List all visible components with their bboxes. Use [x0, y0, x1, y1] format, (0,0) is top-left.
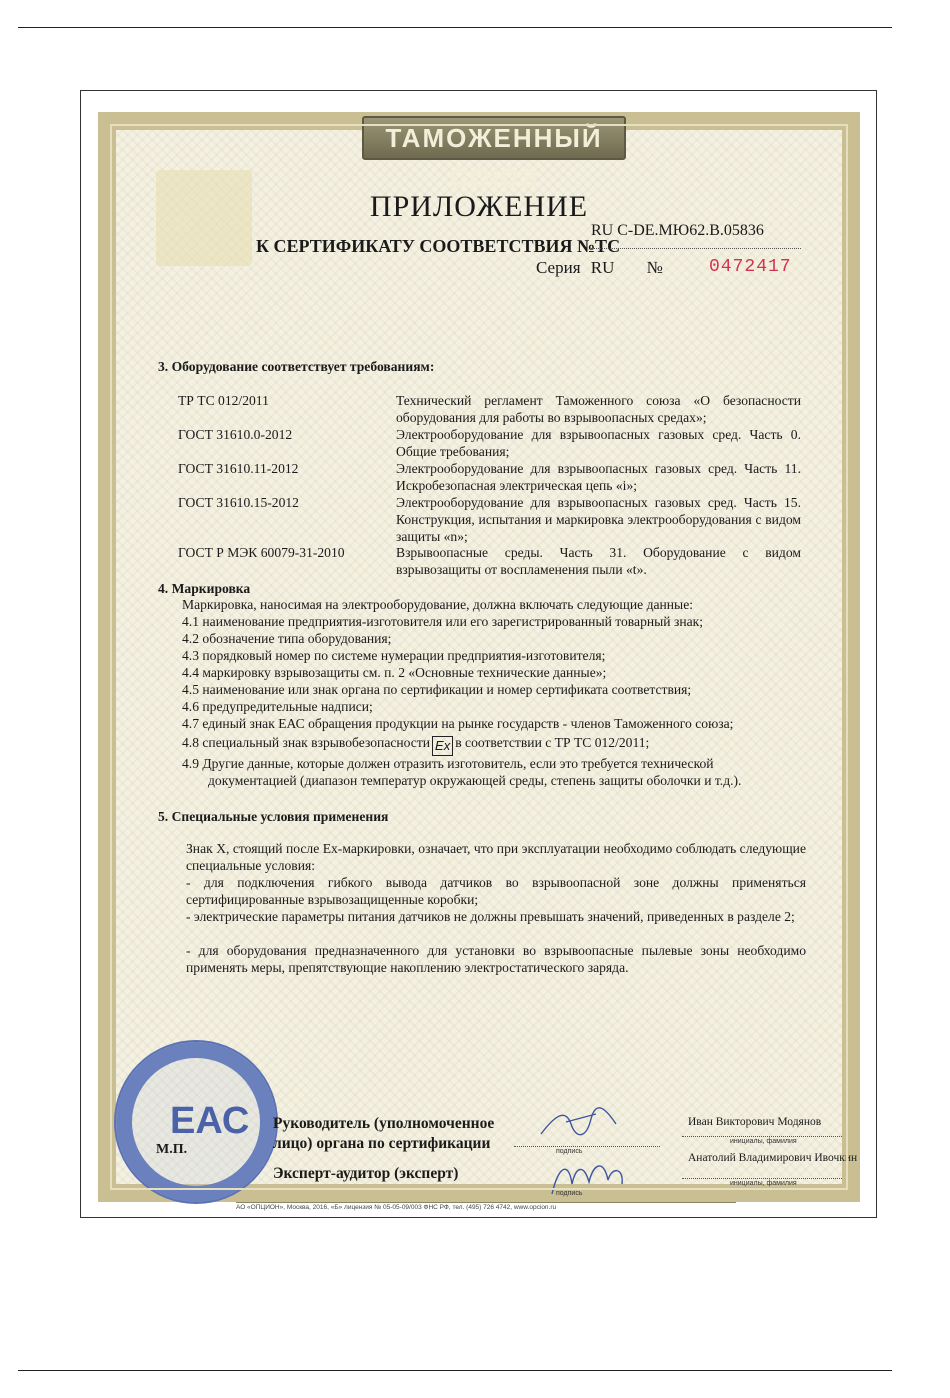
certificate-sheet [98, 112, 860, 1211]
head-signatory-line2: лицо) органа по сертификации [273, 1135, 491, 1152]
condition-paragraph: - для оборудования предназначенного для установки во взрывоопасные пылевые зоны необходимо применять меры, препятствующие накоплению электростатического заряда. [186, 943, 806, 975]
certificate-no-label: №ТС [576, 236, 621, 256]
condition-paragraph: - электрические параметры питания датчиков не должны превышать значений, приведенных в разделе 2; [186, 909, 795, 924]
series-line [536, 258, 663, 278]
expert-signatory-name: Анатолий Владимирович Ивочкин [688, 1152, 858, 1164]
standard-description: Электрооборудование для взрывоопасных газовых сред. Часть 0. Общие требования; [396, 427, 801, 459]
ex-sign-icon: Ex [432, 736, 453, 756]
form-serial-number: 0472417 [709, 257, 792, 277]
certificate-number-underline [591, 248, 801, 249]
condition-paragraph: - для подключения гибкого вывода датчиков во взрывоопасной зоне должны применяться сертифицированные взрывозащищенные коробки; [186, 875, 806, 907]
marking-item-text: 4.8 специальный знак взрывобезопасности [182, 735, 431, 750]
head-name-line [682, 1136, 842, 1137]
standard-code: ТР ТС 012/2011 [178, 393, 269, 408]
head-signatory-label [273, 1114, 494, 1154]
section3-heading: 3. Оборудование соответствует требованиям: [158, 359, 435, 374]
document-title: ПРИЛОЖЕНИЕ [369, 190, 589, 223]
eac-mark-icon: ЕАС [170, 1100, 250, 1142]
head-signature-icon [536, 1104, 626, 1144]
head-signatory-name: Иван Викторович Модянов [688, 1116, 822, 1128]
standard-description: Электрооборудование для взрывоопасных газовых сред. Часть 15. Конструкция, испытания и маркировка электрооборудования с видом защиты «n»; [396, 495, 801, 544]
marking-item: 4.5 наименование или знак органа по сертификации и номер сертификата соответствия; [182, 682, 692, 697]
signature-caption: подпись [556, 1190, 583, 1197]
condition-paragraph: Знак X, стоящий после Ex-маркировки, означает, что при эксплуатации необходимо соблюдать следующие специальные условия: [186, 841, 806, 873]
marking-item: 4.1 наименование предприятия-изготовителя или его зарегистрированный товарный знак; [182, 614, 704, 629]
standard-code: ГОСТ 31610.11-2012 [178, 461, 299, 476]
marking-item: 4.4 маркировку взрывозащиты см. п. 2 «Основные технические данные»; [182, 665, 607, 680]
series-no-label: № [646, 258, 663, 277]
marking-item-continuation: документацией (диапазон температур окружающей среды, степень защиты оболочки и т.д.). [208, 773, 742, 788]
certificate-label [256, 236, 620, 257]
marking-item-text: в соответствии с ТР ТС 012/2011; [455, 735, 650, 750]
initials-caption: инициалы, фамилия [730, 1180, 797, 1187]
seal-place-label: М.П. [156, 1142, 188, 1157]
standard-code: ГОСТ 31610.15-2012 [178, 495, 299, 510]
standard-code: ГОСТ Р МЭК 60079-31-2010 [178, 545, 345, 560]
standard-description: Взрывоопасные среды. Часть 31. Оборудование с видом взрывозащиты от воспламенения пыли «t». [396, 545, 801, 577]
expert-signature-line [514, 1188, 660, 1189]
series-value: RU [590, 258, 615, 277]
head-signatory-line1: Руководитель (уполномоченное [273, 1115, 495, 1132]
marking-item: 4.9 Другие данные, которые должен отразить изготовитель, если это требуется технической [182, 756, 714, 771]
head-signature-line [514, 1146, 660, 1147]
standard-description: Электрооборудование для взрывоопасных газовых сред. Часть 11. Искробезопасная электрическая цепь «i»; [396, 461, 801, 493]
section4-heading: 4. Маркировка [158, 581, 251, 596]
marking-item: 4.2 обозначение типа оборудования; [182, 631, 392, 646]
certification-stamp [114, 1040, 278, 1204]
standard-description: Технический регламент Таможенного союза «О безопасности оборудования для работы во взрывоопасных средах»; [396, 393, 801, 425]
marking-item-ex [182, 734, 812, 756]
series-label: Серия [536, 258, 581, 277]
printer-footer: АО «ОПЦИОН», Москва, 2016, «Б» лицензия № 05-05-09/003 ФНС РФ, тел. (495) 726 4742, www.opcion.ru [236, 1202, 736, 1211]
expert-name-line [682, 1178, 842, 1179]
top-rule [18, 27, 892, 28]
section5-heading: 5. Специальные условия применения [158, 809, 389, 824]
initials-caption: инициалы, фамилия [730, 1138, 797, 1145]
customs-union-banner: ТАМОЖЕННЫЙ СОЮЗ [362, 116, 626, 160]
marking-item: 4.3 порядковый номер по системе нумерации предприятия-изготовителя; [182, 648, 606, 663]
marking-item: 4.7 единый знак ЕАС обращения продукции на рынке государств - членов Таможенного союза; [182, 716, 734, 731]
standard-code: ГОСТ 31610.0-2012 [178, 427, 293, 442]
certificate-number: RU C-DE.МЮ62.B.05836 [591, 222, 764, 239]
certificate-label-text: К СЕРТИФИКАТУ СООТВЕТСТВИЯ [256, 236, 573, 256]
bottom-rule [18, 1370, 892, 1371]
signature-caption: подпись [556, 1148, 583, 1155]
marking-item: 4.6 предупредительные надписи; [182, 699, 373, 714]
section4-intro: Маркировка, наносимая на электрооборудование, должна включать следующие данные: [182, 597, 694, 612]
expert-signatory-label: Эксперт-аудитор (эксперт) [273, 1165, 459, 1182]
